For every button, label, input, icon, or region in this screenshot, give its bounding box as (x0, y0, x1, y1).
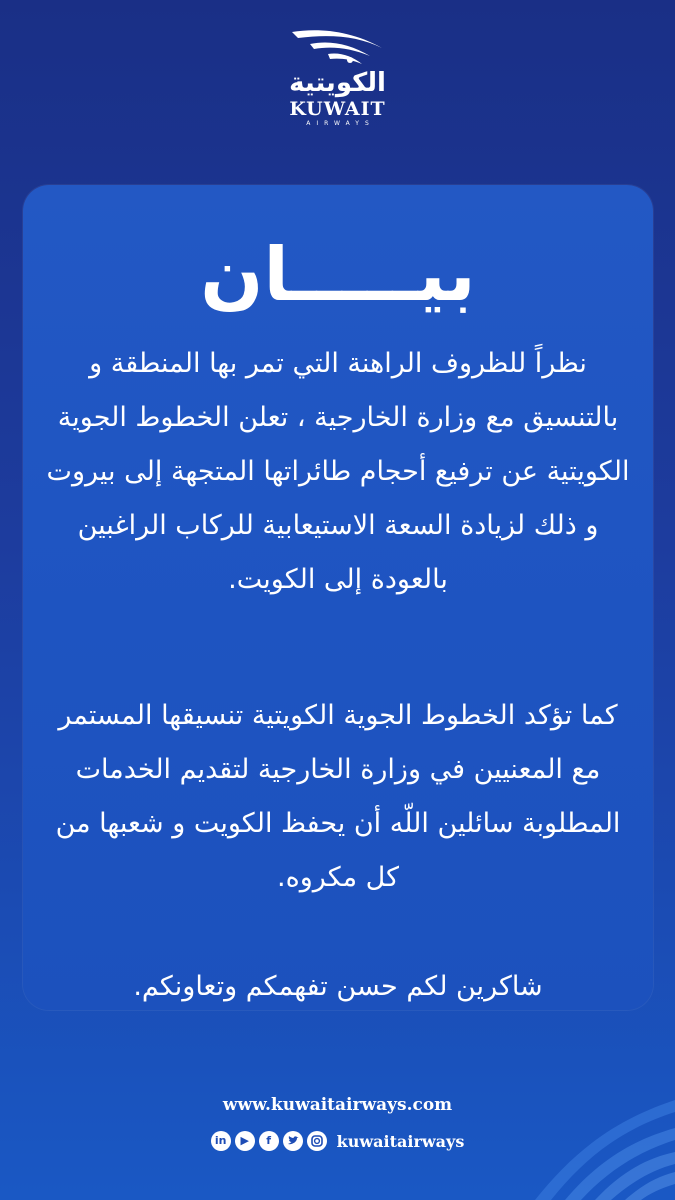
linkedin-icon[interactable]: in (211, 1131, 231, 1151)
notice-title: بيـــــان (200, 232, 476, 318)
website-url[interactable]: www.kuwaitairways.com (222, 1095, 453, 1115)
notice-paragraph-3: شاكرين لكم حسن تفهمكم وتعاونكم. (133, 971, 543, 1002)
social-handle[interactable]: kuwaitairways (336, 1131, 465, 1151)
logo-arabic-text: الكويتية (289, 68, 386, 98)
youtube-icon[interactable]: ▶ (235, 1131, 255, 1151)
notice-paragraph-1: نظراً للظروف الراهنة التي تمر بها المنطقة و بالتنسيق مع وزارة الخارجية ، تعلن الخطوط الجوية الكويتية عن ترفيع أحجام طائراتها المتجهة إلى بيروت و ذلك لزيادة السعة الاستيعابية للركاب الراغبين بالعودة إلى الكويت. (46, 348, 630, 595)
facebook-icon[interactable]: f (259, 1131, 279, 1151)
instagram-icon[interactable] (307, 1131, 327, 1151)
decorative-wing-stripes (495, 1030, 675, 1200)
kuwait-airways-logo (0, 22, 675, 152)
notice-card (23, 185, 653, 1010)
twitter-icon[interactable] (283, 1131, 303, 1151)
notice-paragraph-2: كما تؤكد الخطوط الجوية الكويتية تنسيقها المستمر مع المعنيين في وزارة الخارجية لتقديم الخدمات المطلوبة سائلين اللّه أن يحفظ الكويت و شعبها من كل مكروه. (55, 700, 621, 893)
bird-emblem-icon (288, 22, 388, 70)
logo-english-text: KUWAIT (289, 98, 386, 120)
social-links (0, 1128, 675, 1154)
logo-sub-text: AIRWAYS (306, 120, 375, 127)
